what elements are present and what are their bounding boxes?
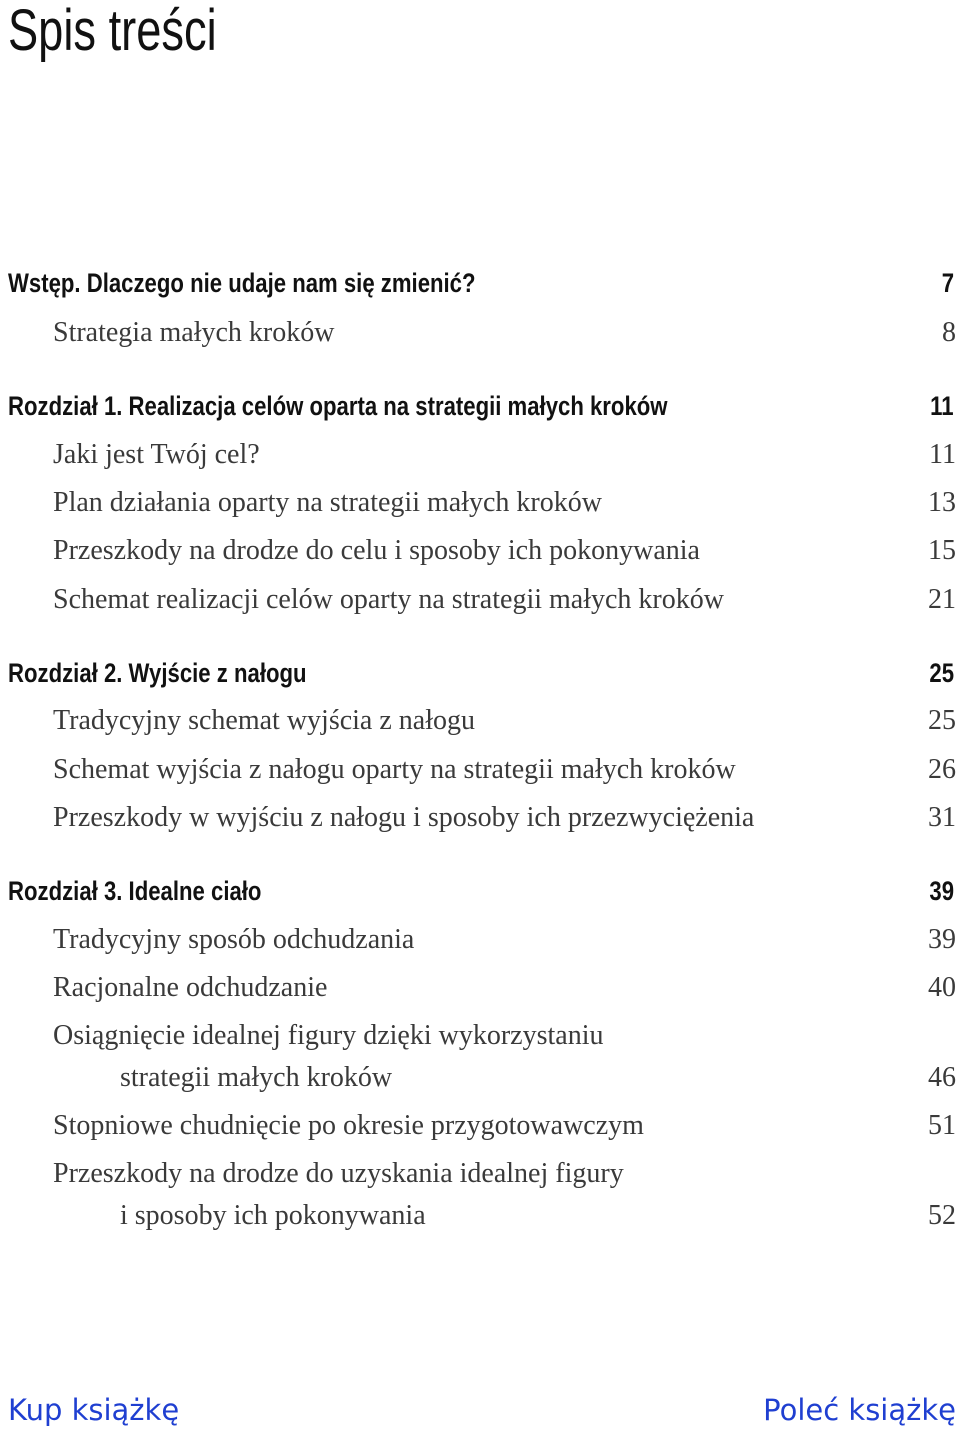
toc-entry-label: Przeszkody na drodze do celu i sposoby ich pokonywania [53,535,700,566]
toc-entry [0,798,960,838]
toc-page-number: 11 [929,439,956,470]
toc-page-number: 46 [928,1062,956,1093]
toc-entry-label: Stopniowe chudnięcie po okresie przygotowawczym [53,1110,644,1141]
toc-entry-label: Tradycyjny sposób odchudzania [53,924,415,955]
toc-entry-label: Osiągnięcie idealnej figury dzięki wykorzystaniu [53,1020,604,1051]
buy-book-link[interactable]: Kup książkę [8,1393,180,1427]
toc-entry-label: Przeszkody w wyjściu z nałogu i sposoby ich przezwyciężenia [53,802,755,833]
toc-chapter-label: Wstęp. Dlaczego nie udaje nam się zmienić? [8,268,476,298]
toc-entry [0,1106,960,1146]
toc-entry-label: Plan działania oparty na strategii małych kroków [53,487,602,518]
toc-entry-label: Racjonalne odchudzanie [53,972,328,1003]
toc-entry [0,435,960,475]
toc-entry-label: Strategia małych kroków [53,317,335,348]
toc-page-number: 52 [928,1200,956,1231]
toc-page-number: 40 [928,972,956,1003]
toc-chapter-3 [0,871,960,911]
recommend-book-link[interactable]: Poleć książkę [763,1393,956,1427]
toc-page-number: 39 [929,876,954,906]
toc-entry-continuation: strategii małych kroków [120,1062,393,1093]
page-title: Spis treści [8,0,217,63]
toc-entry [0,968,960,1008]
toc-chapter-2 [0,653,960,693]
toc-page-number: 39 [928,924,956,955]
toc-page-number: 21 [928,584,956,615]
toc-entry [0,580,960,620]
toc-page-number: 15 [928,535,956,566]
toc-page-number: 26 [928,754,956,785]
toc-entry [0,920,960,960]
toc-entry [0,701,960,741]
toc-chapter-label: Rozdział 1. Realizacja celów oparta na strategii małych kroków [8,391,668,421]
toc-page-number: 51 [928,1110,956,1141]
toc-entry [0,483,960,523]
toc-entry-label: Przeszkody na drodze do uzyskania idealnej figury [53,1158,624,1189]
toc-entry-label: Tradycyjny schemat wyjścia z nałogu [53,705,475,736]
toc-page-number: 11 [930,391,954,421]
toc-entry [0,1154,960,1231]
toc-chapter-label: Rozdział 2. Wyjście z nałogu [8,658,307,688]
toc-entry-continuation: i sposoby ich pokonywania [120,1200,426,1231]
toc-chapter-1 [0,386,960,426]
toc-page-number: 7 [941,268,954,298]
toc-page-number: 25 [929,658,954,688]
toc-entry-label: Schemat wyjścia z nałogu oparty na strategii małych kroków [53,754,736,785]
toc-entry [0,1016,960,1093]
toc-chapter-label: Rozdział 3. Idealne ciało [8,876,262,906]
toc-page-number: 25 [928,705,956,736]
toc-entry [0,531,960,571]
toc-page-number: 13 [928,487,956,518]
toc-page-number: 31 [928,802,956,833]
toc-entry [0,750,960,790]
toc-chapter-intro [0,263,960,303]
toc-entry-label: Jaki jest Twój cel? [53,439,260,470]
toc-page-number: 8 [942,317,956,348]
toc-entry [0,313,960,353]
toc-entry-label: Schemat realizacji celów oparty na strategii małych kroków [53,584,724,615]
